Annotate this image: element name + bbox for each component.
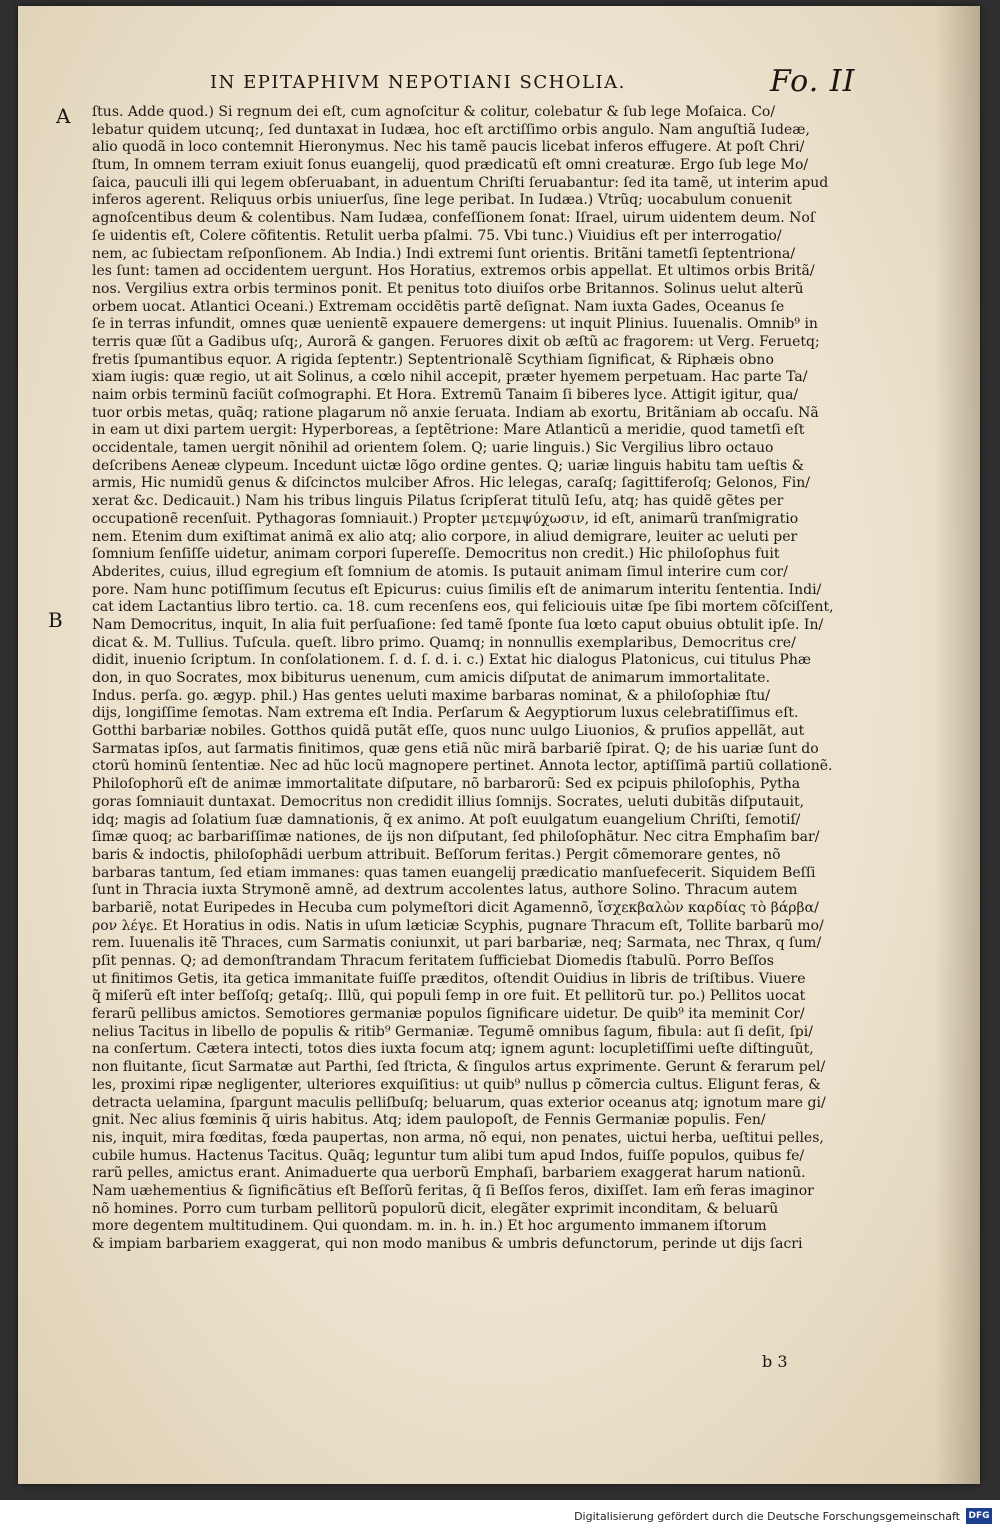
text-line: Nam Democritus, inquit, In alia fuit perſuaſione: ſed tamẽ ſponte ſua lœto caput obuius obtulit ipſe. In/ <box>92 616 824 633</box>
text-line: idq; magis ad ſolatium ſuæ damnationis, q̃ ex animo. At poſt euulgatum euangelium Chriſti, ſemotiſ/ <box>92 811 801 828</box>
body-text <box>92 104 852 1254</box>
text-line: nos. Vergilius extra orbis terminos ponit. Et penitus toto diuiſos orbe Britannos. Solinus uelut alterũ <box>92 280 804 297</box>
text-line: pſit pennas. Q; ad demonſtrandam Thracum feritatem ſufficiebat Diomedis ſtabulũ. Porro Beſſos <box>92 953 774 969</box>
text-line: dicat &. M. Tullius. Tuſcula. queſt. libro primo. Quamq; in nonnullis exemplaribus, Democritus cre/ <box>92 634 796 651</box>
text-line: occupationẽ recenſuit. Pythagoras ſomniauit.) Propter μετεμψύχωσιν, id eſt, animarũ tranſmigratio <box>92 510 799 527</box>
text-line: ferarũ pellibus amictos. Semotiores germaniæ populos ſignificare uidetur. De quib⁹ ita meminit Cor/ <box>92 1006 805 1023</box>
text-line: gnit. Nec alius fœminis q̃ uiris habitus. Atq; idem paulopoſt, de Fennis Germaniæ populis. Fen/ <box>92 1112 766 1129</box>
running-header: IN EPITAPHIVM NEPOTIANI SCHOLIA. <box>210 72 626 93</box>
text-line: q̃ miſerũ eſt inter beſſoſq; getaſq;. Illũ, qui populi ſemp in ore fuit. Et pellitorũ tur. po.) Pellitos uocat <box>92 988 806 1005</box>
text-line: occidentale, tamen uergit nõnihil ad orientem ſolem. Q; uarie linguis.) Sic Vergilius libro octauo <box>92 440 774 457</box>
text-line: rem. Iuuenalis itẽ Thraces, cum Sarmatis coniunxit, ut pari barbariæ, neq; Sarmata, nec Thrax, q ſum/ <box>92 935 822 952</box>
text-line: naim orbis terminũ faciũt coſmographi. Et Hora. Extremũ Tanaim ſi biberes lyce. Attigit igitur, qua/ <box>92 387 799 403</box>
text-line: alio quodã in loco contemnit Hieronymus. Nec his tamẽ paucis licebat inferos effugere. At poſt Chri/ <box>92 139 805 156</box>
text-line: les ſunt: tamen ad occidentem uergunt. Hos Horatius, extremos orbis appellat. Et ultimos orbis Britã/ <box>92 263 815 280</box>
text-line: nem. Etenim dum exiſtimat animã ex alio atq; alio corpore, in aliud demigrare, leuiter ac ueluti per <box>92 528 798 545</box>
signature-mark: b 3 <box>762 1352 788 1371</box>
text-line: Sarmatas ipſos, aut ſarmatis finitimos, quæ gens etiã nũc mirã barbariẽ ſpirat. Q; de his uariæ ſunt do <box>92 740 819 757</box>
text-line: nelius Tacitus in libello de populis & ritib⁹ Germaniæ. Tegumẽ omnibus ſagum, fibula: aut ſi deſit, ſpi/ <box>92 1023 813 1040</box>
text-line: don, in quo Socrates, mox bibiturus uenenum, cum amicis diſputat de animarum immortalitate. <box>92 670 771 686</box>
text-line: detracta uelamina, ſpargunt maculis pelliſbuſq; beluarum, quas exterior oceanus atq; ignotum mare gi/ <box>92 1094 826 1111</box>
text-line: na conſertum. Cætera intecti, totos dies iuxta focum atq; ignem agunt: locupletiſſimi ueſte diſtinguũt, <box>92 1041 814 1058</box>
text-line: more degentem multitudinem. Qui quondam. m. in. h. in.) Et hoc argumento immanem iſtorum <box>92 1218 767 1235</box>
text-line: ſomnium ſenſiſſe uidetur, animam corpori ſupereſſe. Democritus non credit.) Hic philoſophus fuit <box>92 546 780 563</box>
footer-credit: Digitalisierung gefördert durch die Deutsche Forschungsgemeinschaft <box>574 1510 960 1523</box>
text-line: Abderites, cuius, illud egregium eſt ſomnium de atomis. Is putauit animam ſimul interire cum cor/ <box>92 563 788 580</box>
text-line: Gotthi barbariæ nobiles. Gotthos quidã putãt eſſe, quos nunc uulgo Liuonios, & pruſios appellãt, aut <box>92 723 805 740</box>
text-line: Nam uæhementius & ſignificãtius eſt Beſſorũ feritas, q̃ ſi Beſſos feros, dixiſſet. Iam em̃ feras imaginor <box>92 1182 814 1199</box>
text-line: baris & indoctis, philoſophãdi uerbum attribuit. Beſſorum feritas.) Pergit cõmemorare gentes, nõ <box>92 846 781 863</box>
dfg-logo: DFG <box>966 1508 992 1524</box>
text-line: ut finitimos Getis, ita getica immanitate fuiſſe præditos, oſtendit Ouidius in libris de triſtibus. Viuere <box>92 970 806 987</box>
text-line: rarũ pelles, amictus erant. Animaduerte qua uerborũ Emphaſi, barbariem exaggerat harum nationũ. <box>92 1165 806 1182</box>
text-line: ſunt in Thracia iuxta Strymonẽ amnẽ, ad dextrum accolentes latus, authore Solino. Thracum autem <box>92 882 798 899</box>
text-line: in eam ut dixi partem uergit: Hyperboreas, a ſeptẽtrione: Mare Atlanticũ a meridie, quod tametſi eſt <box>92 422 805 439</box>
text-line: terris quæ ſũt a Gadibus uſq;, Aurorã & gangen. Feruores dixit ob æſtũ ac fragorem: ut Verg. Feruetq; <box>92 333 820 350</box>
text-line: dijs, longiſſime ſemotas. Nam extrema eſt India. Perſarum & Aegyptiorum luxus celebratiſſimus eſt. <box>92 705 799 722</box>
margin-marker-a: A <box>56 104 71 128</box>
text-line: ρον λέγε. Et Horatius in odis. Natis in uſum læticiæ Scyphis, pugnare Thracum eſt, Tollite barbarũ mo/ <box>92 917 824 934</box>
text-line: xerat &c. Dedicauit.) Nam his tribus linguis Pilatus ſcripſerat titulũ Ieſu, atq; has quidẽ gẽtes per <box>92 493 784 510</box>
text-line: Indus. perſa. go. ægyp. phil.) Has gentes ueluti maxime barbaras nominat, & a philoſophiæ ſtu/ <box>92 687 770 704</box>
text-line: cat idem Lactantius libro tertio. ca. 18. cum recenſens eos, qui feliciouis uitæ ſpe ſibi mortem cõſciſſent, <box>92 599 834 616</box>
text-line: pore. Nam hunc potiſſimum ſecutus eſt Epicurus: cuius ſimilis eſt de animarum interitu ſententia. Indi/ <box>92 581 822 598</box>
footer-bar <box>0 1500 1000 1534</box>
text-line: fretis ſpumantibus equor. A rigida ſeptentr.) Septentrionalẽ Scythiam ſignificat, & Riphæis obno <box>92 351 774 368</box>
margin-marker-b: B <box>48 608 63 632</box>
text-line: les, proximi ripæ negligenter, ulteriores exquiſitius: ut quib⁹ nullus p cõmercia cultus. Eligunt feras, & <box>92 1076 821 1093</box>
folio-number: Fo. II <box>770 64 856 99</box>
text-line: ſe in terras infundit, omnes quæ uenientẽ expauere demergens: ut inquit Plinius. Iuuenalis. Omnib⁹ in <box>92 316 818 333</box>
text-line: ſtum, In omnem terram exiuit ſonus euangelij, quod prædicatũ eſt omni creaturæ. Ergo ſub lege Mo/ <box>92 157 809 174</box>
text-line: ſimæ quoq; ac barbariſſimæ nationes, de ijs non diſputant, ſed philoſophãtur. Nec citra Emphaſim bar/ <box>92 829 820 846</box>
text-line: ſtus. Adde quod.) Si regnum dei eſt, cum agnoſcitur & colitur, colebatur & ſub lege Moſaica. Co/ <box>92 104 776 120</box>
text-line: nis, inquit, mira fœditas, fœda paupertas, non arma, nõ equi, non penates, uictui herba, ueſtitui pelles, <box>92 1129 824 1146</box>
text-line: barbariẽ, notat Euripedes in Hecuba cum polymeſtori dicit Agamennõ, ἴσχεκβαλὼν καρδίας τὸ βάρβα/ <box>92 899 819 916</box>
text-line: tuor orbis metas, quãq; ratione plagarum nõ anxie ſeruata. Indiam ab exortu, Britãniam ab occaſu. Nã <box>92 404 819 421</box>
text-line: nem, ac ſubiectam reſponſionem. Ab India.) Indi extremi ſunt orientis. Britãni tametſi ſeptentriona/ <box>92 245 796 262</box>
text-line: inferos agerent. Reliquus orbis uniuerſus, ſine lege peribat. In Iudæa.) Vtrũq; uocabulum conuenit <box>92 192 792 209</box>
text-line: non fluitante, ſicut Sarmatæ aut Parthi, ſed ſtricta, & ſingulos artus exprimente. Gerunt & ferarum pel/ <box>92 1059 826 1076</box>
text-line: orbem uocat. Atlantici Oceani.) Extremam occidẽtis partẽ deſignat. Nam iuxta Gades, Oceanus ſe <box>92 298 785 315</box>
text-line: armis, Hic numidũ genus & diſcinctos mulciber Afros. Hic lelegas, caraſq; ſagittiferoſq; Gelonos, Fin/ <box>92 475 810 492</box>
text-line: agnoſcentibus deum & colentibus. Nam Iudæa, confeſſionem ſonat: Iſrael, uirum uidentem deum. Noſ <box>92 210 816 227</box>
text-line: goras ſomniauit duntaxat. Democritus non credidit illius ſomnijs. Socrates, ueluti dubitãs diſputauit, <box>92 793 805 810</box>
text-line: & impiam barbariem exaggerat, qui non modo manibus & umbris defunctorum, perinde ut dijs ſacri <box>92 1236 803 1252</box>
text-line: cubile humus. Hactenus Tacitus. Quãq; leguntur tum alibi tum apud Indos, fuiſſe populos, quibus fe/ <box>92 1147 805 1164</box>
text-line: lebatur quidem utcunq;, ſed duntaxat in Iudæa, hoc eſt arctiſſimo orbis angulo. Nam anguſtiã Iudeæ, <box>92 121 810 138</box>
text-line: ſe uidentis eſt, Colere cõfitentis. Retulit uerba pſalmi. 75. Vbi tunc.) Viuidius eſt per interrogatio/ <box>92 227 782 244</box>
text-line: barbaras tantum, ſed etiam immanes: quas tamen euangelij prædicatio manſuefecerit. Siquidem Beſſi <box>92 864 816 881</box>
text-line: deſcribens Aeneæ clypeum. Incedunt uictæ lõgo ordine gentes. Q; uariæ linguis habitu tam ueſtis & <box>92 457 805 474</box>
text-line: didit, inuenio ſcriptum. In conſolationem. ſ. d. ſ. d. i. c.) Extat hic dialogus Platonicus, cui titulus Phæ <box>92 652 811 669</box>
page-gutter-shadow <box>934 6 980 1484</box>
text-line: ſaica, pauculi illi qui legem obſeruabant, in aduentum Chriſti ſeruabantur: ſed ita tamẽ, ut interim apud <box>92 174 829 191</box>
text-line: ctorũ hominũ ſententiæ. Nec ad hũc locũ magnopere pertinet. Annota lector, aptiſſimã partiũ collationẽ. <box>92 758 833 775</box>
text-line: Philoſophorũ eſt de animæ immortalitate diſputare, nõ barbarorũ: Sed ex pcipuis philoſophis, Pytha <box>92 776 801 793</box>
text-line: xiam iugis: quæ regio, ut ait Solinus, a cœlo nihil accepit, præter hyemem perpetuam. Hac parte Ta/ <box>92 369 808 386</box>
text-line: nõ homines. Porro cum turbam pellitorũ populorũ dicit, elegãter exprimit inconditam, & beluarũ <box>92 1200 779 1217</box>
